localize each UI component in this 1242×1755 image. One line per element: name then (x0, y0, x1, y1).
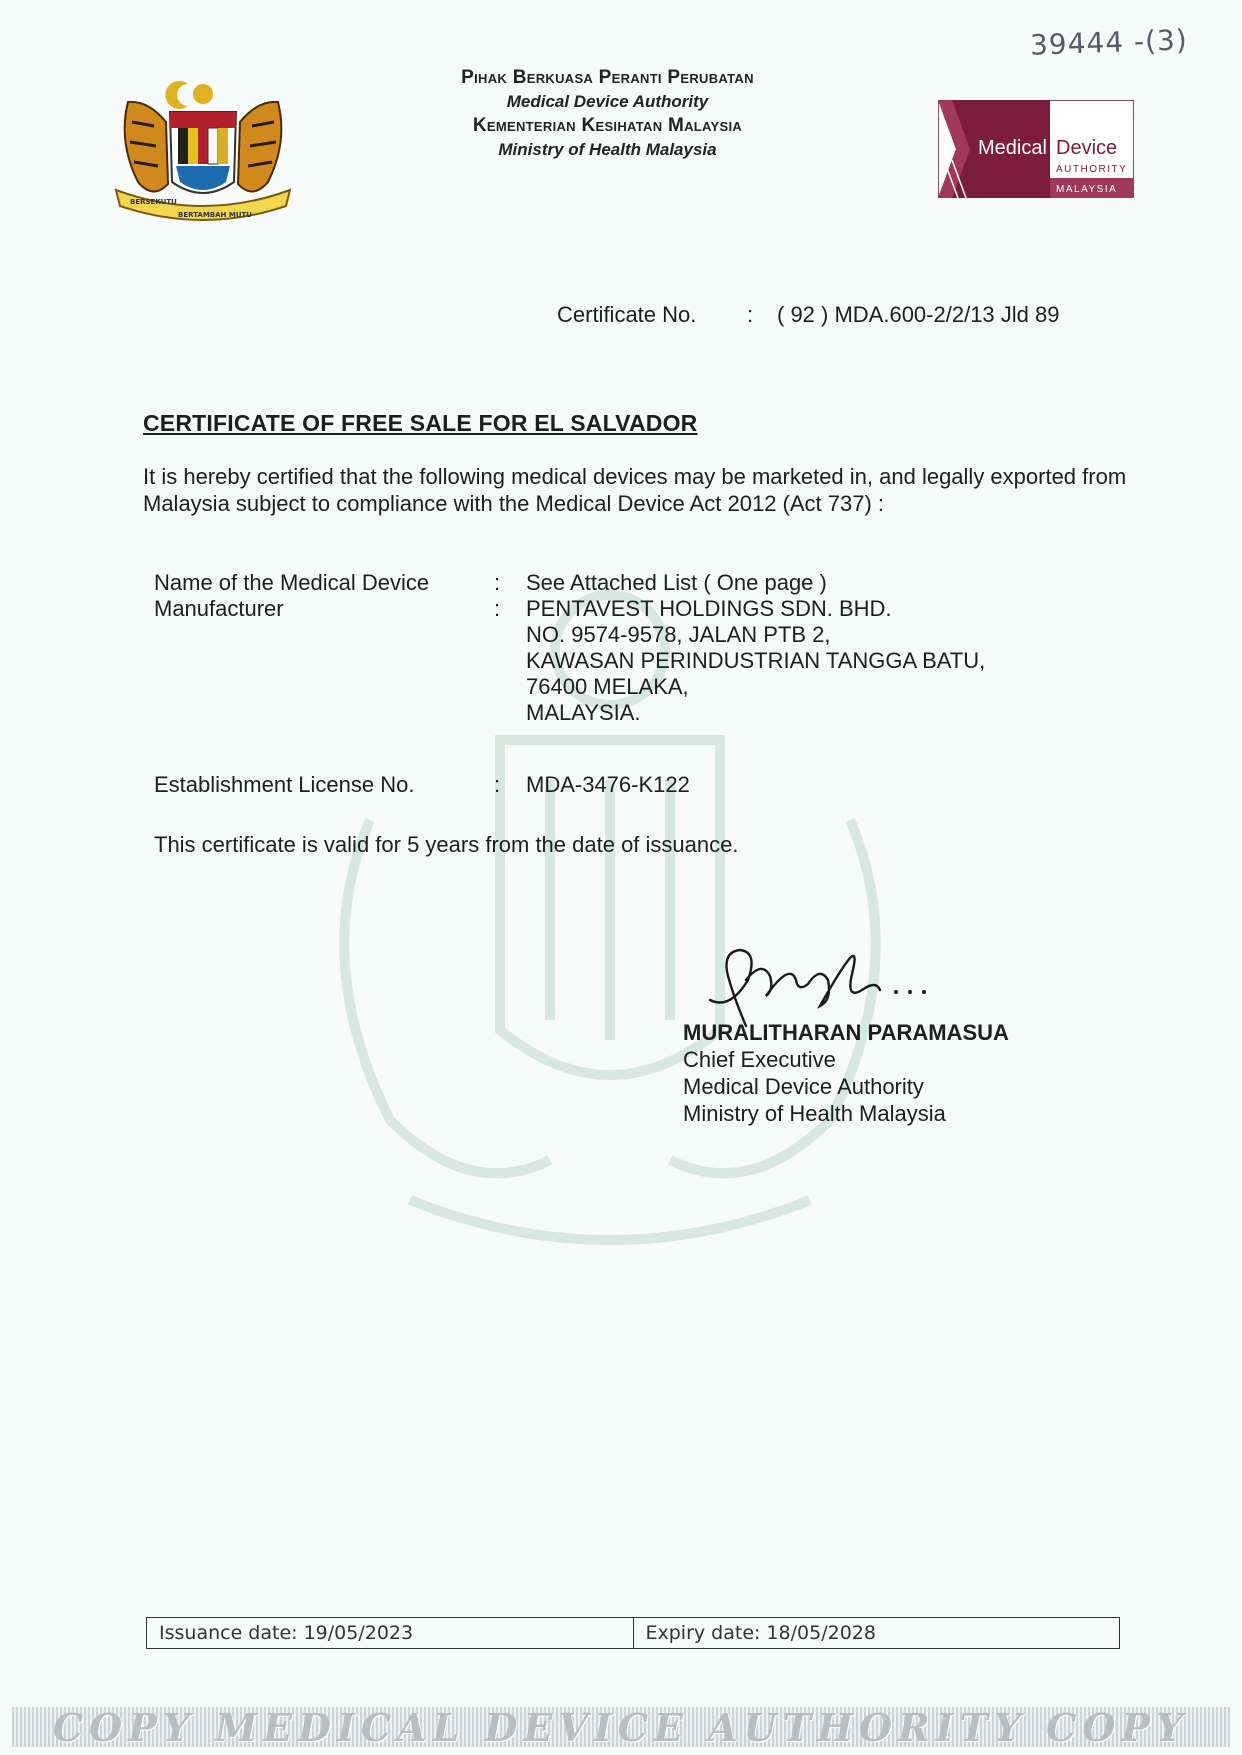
signatory-title: Chief Executive (683, 1047, 836, 1072)
security-copy-text: COPY MEDICAL DEVICE AUTHORITY COPY (52, 1707, 1190, 1747)
certificate-intro: It is hereby certified that the following medical devices may be marketed in, and legally exported from Malaysia subject to compliance with the Medical Device Act 2012 (Act 737) : (143, 464, 1127, 516)
security-copy-band (12, 1707, 1230, 1747)
signatory-block (683, 1019, 1009, 1127)
svg-text:Medical: Medical (978, 137, 1047, 159)
certificate-number (557, 302, 1059, 328)
svg-text:Device: Device (1056, 137, 1118, 159)
header-english-authority: Medical Device Authority (506, 92, 709, 111)
field-value: See Attached List ( One page ) (526, 570, 827, 595)
header-english-ministry: Ministry of Health Malaysia (498, 140, 717, 159)
svg-text:BERSEKUTU: BERSEKUTU (130, 198, 177, 206)
validity-dates-box (146, 1617, 1120, 1649)
manufacturer-line: KAWASAN PERINDUSTRIAN TANGGA BATU, (526, 648, 986, 673)
certificate-number-value: ( 92 ) MDA.600-2/2/13 Jld 89 (777, 302, 1060, 327)
field-colon: : (494, 596, 501, 621)
manufacturer-line: 76400 MELAKA, (526, 674, 689, 699)
malaysia-coat-of-arms-icon (108, 72, 298, 232)
certificate-number-label: Certificate No. (557, 302, 697, 327)
header-malay-ministry: Kementerian Kesihatan Malaysia (472, 115, 743, 136)
handwritten-reference-note: 39444 -(3) (1029, 23, 1189, 62)
field-label: Establishment License No. (154, 772, 415, 797)
field-value-lines (526, 596, 1126, 726)
manufacturer-line: NO. 9574-9578, JALAN PTB 2, (526, 622, 831, 647)
authority-header (360, 66, 855, 162)
field-label: Name of the Medical Device (154, 570, 430, 595)
field-colon: : (494, 570, 501, 595)
header-malay-authority: Pihak Berkuasa Peranti Perubatan (461, 67, 754, 88)
mda-logo-icon (938, 100, 1134, 198)
manufacturer-line: PENTAVEST HOLDINGS SDN. BHD. (526, 596, 892, 621)
issuance-date: Issuance date: 19/05/2023 (159, 1622, 414, 1644)
certificate-title: CERTIFICATE OF FREE SALE FOR EL SALVADOR (143, 410, 698, 436)
signature-mark (700, 940, 960, 1030)
svg-text:MALAYSIA: MALAYSIA (1056, 184, 1118, 195)
validity-statement: This certificate is valid for 5 years from the date of issuance. (154, 832, 739, 857)
svg-text:AUTHORITY: AUTHORITY (1056, 164, 1128, 175)
svg-text:BERTAMBAH MUTU: BERTAMBAH MUTU (178, 211, 252, 219)
manufacturer-line: MALAYSIA. (526, 700, 641, 725)
signatory-ministry: Ministry of Health Malaysia (683, 1101, 946, 1126)
field-colon: : (494, 772, 501, 797)
certificate-number-colon: : (747, 302, 754, 327)
field-value: MDA-3476-K122 (526, 772, 690, 797)
signatory-name: MURALITHARAN PARAMASUA (683, 1020, 1009, 1045)
expiry-date: Expiry date: 18/05/2028 (633, 1618, 1120, 1648)
signatory-org: Medical Device Authority (683, 1074, 924, 1099)
field-label: Manufacturer (154, 596, 284, 621)
